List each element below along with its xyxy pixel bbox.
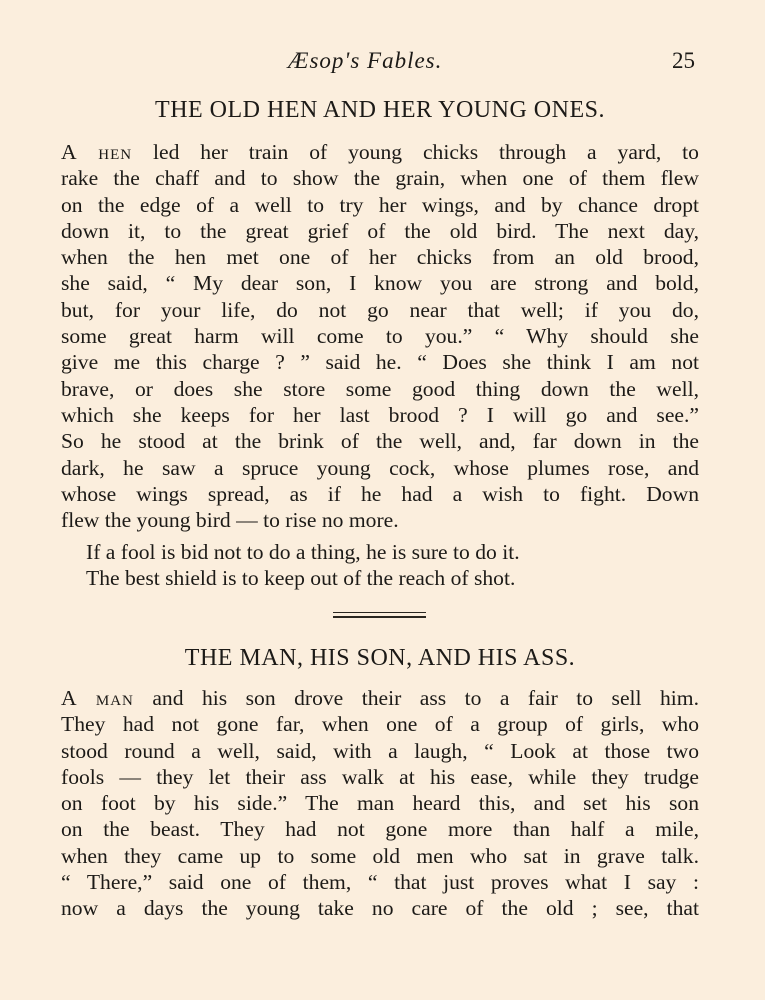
- text-line: brave, or does she store some good thing down the well,: [61, 376, 699, 401]
- section-divider: [333, 612, 426, 620]
- line-text: and his son drove their ass to a fair to sell him.: [152, 686, 699, 710]
- text-line: which she keeps for her last brood ? I will go and see.”: [61, 402, 699, 427]
- text-line: she said, “ My dear son, I know you are strong and bold,: [61, 271, 699, 296]
- text-line: some great harm will come to you.” “ Why should she: [61, 324, 699, 349]
- text-line: on the beast. They had not gone more than half a mile,: [61, 817, 699, 842]
- fable-title-man-son-ass: THE MAN, HIS SON, AND HIS ASS.: [184, 645, 576, 671]
- text-line: dark, he saw a spruce young cock, whose plumes rose, and: [61, 455, 699, 480]
- text-line: on the edge of a well to try her wings, and by chance dropt: [61, 192, 699, 217]
- text-line: fools — they let their ass walk at his ease, while they trudge: [61, 764, 699, 789]
- text-line: So he stood at the brink of the well, and, far down in the: [61, 429, 699, 454]
- text-line: down it, to the great grief of the old bird. The next day,: [61, 218, 699, 243]
- text-line: “ There,” said one of them, “ that just proves what I say :: [61, 870, 699, 895]
- fable-morals-old-hen: [61, 539, 699, 592]
- text-line: on foot by his side.” The man heard this, and set his son: [61, 791, 699, 816]
- page-header: [0, 48, 765, 80]
- text-line: stood round a well, said, with a laugh, “ Look at those two: [61, 738, 699, 763]
- fable-title-old-hen: THE OLD HEN AND HER YOUNG ONES.: [155, 97, 605, 123]
- fable-body-old-hen: [61, 139, 699, 533]
- text-line: They had not gone far, when one of a group of girls, who: [61, 712, 699, 737]
- text-line: [61, 685, 699, 711]
- text-line: flew the young bird — to rise no more.: [61, 508, 399, 533]
- text-line: now a days the young take no care of the old ; see, that: [61, 896, 699, 921]
- running-title: Æsop's Fables.: [288, 48, 443, 73]
- lead-words: A man: [61, 686, 134, 710]
- text-line: [61, 139, 699, 165]
- text-line: when the hen met one of her chicks from an old brood,: [61, 245, 699, 270]
- page-number: 25: [672, 48, 695, 73]
- text-line: rake the chaff and to show the grain, when one of them flew: [61, 166, 699, 191]
- text-line: when they came up to some old men who sat in grave talk.: [61, 843, 699, 868]
- text-line: but, for your life, do not go near that well; if you do,: [61, 297, 699, 322]
- lead-words: A hen: [61, 140, 133, 164]
- moral-line: The best shield is to keep out of the reach of shot.: [86, 566, 516, 591]
- line-text: led her train of young chicks through a yard, to: [153, 140, 699, 164]
- text-line: whose wings spread, as if he had a wish to fight. Down: [61, 481, 699, 506]
- fable-body-man-son-ass: [61, 685, 699, 922]
- moral-line: If a fool is bid not to do a thing, he is sure to do it.: [86, 540, 520, 564]
- text-line: give me this charge ? ” said he. “ Does she think I am not: [61, 350, 699, 375]
